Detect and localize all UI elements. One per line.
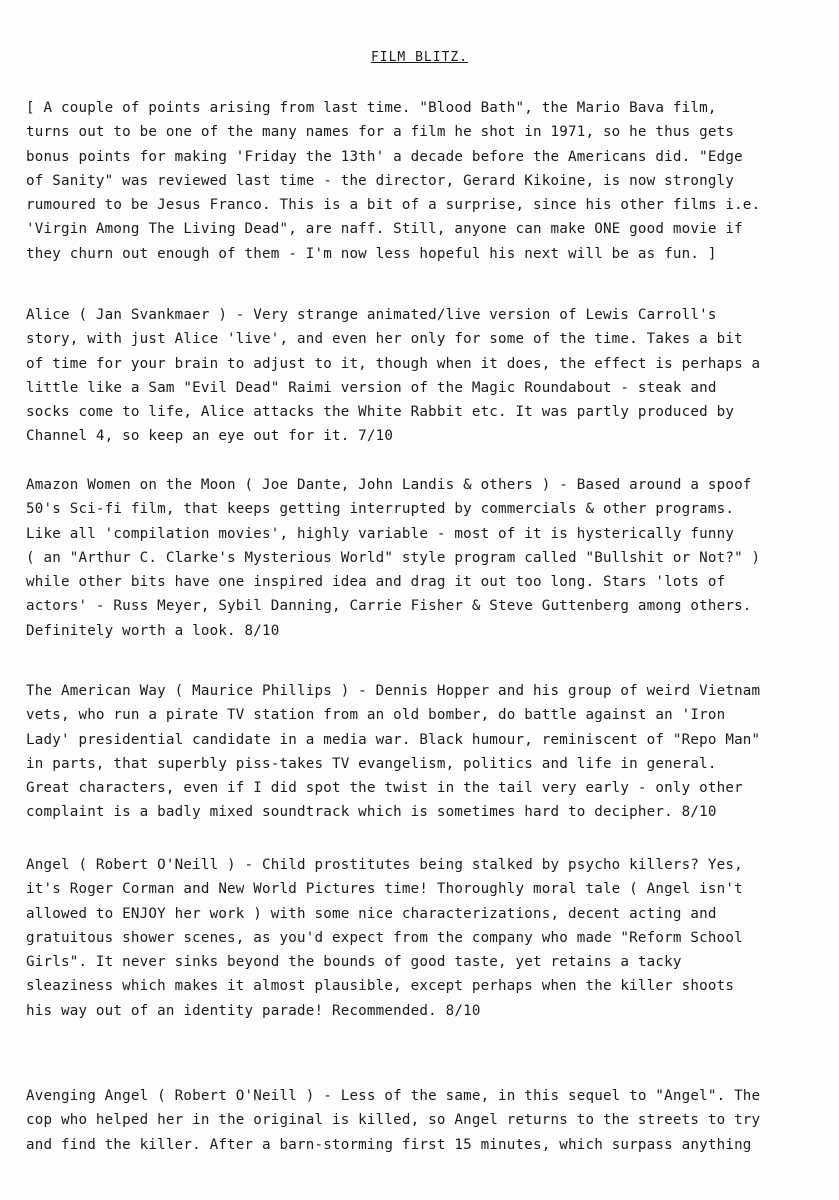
- text-line: gratuitous shower scenes, as you'd expect from the company who made "Reform School: [26, 929, 743, 946]
- text-line: 'Virgin Among The Living Dead", are naff. Still, anyone can make ONE good movie if: [26, 221, 743, 238]
- text-line: Great characters, even if I did spot the twist in the tail very early - only other: [26, 780, 743, 797]
- text-line: socks come to life, Alice attacks the White Rabbit etc. It was partly produced by: [26, 404, 735, 421]
- text-line: ( an "Arthur C. Clarke's Mysterious World" style program called "Bullshit or Not?" ): [26, 549, 761, 566]
- text-line: Angel ( Robert O'Neill ) - Child prostitutes being stalked by psycho killers? Yes,: [26, 857, 743, 873]
- text-line: bonus points for making 'Friday the 13th' a decade before the Americans did. "Edge: [26, 148, 743, 165]
- text-line: of Sanity" was reviewed last time - the director, Gerard Kikoine, is now strongly: [26, 172, 735, 189]
- text-line: it's Roger Corman and New World Pictures time! Thoroughly moral tale ( Angel isn't: [26, 881, 743, 898]
- text-line: in parts, that superbly piss-takes TV evangelism, politics and life in general.: [26, 755, 717, 772]
- page-title: [0, 50, 839, 65]
- paragraph-alice-review: [26, 303, 816, 449]
- text-line: Channel 4, so keep an eye out for it. 7/10: [26, 428, 394, 445]
- text-line: turns out to be one of the many names for a film he shot in 1971, so he thus gets: [26, 124, 735, 141]
- text-line: Lady' presidential candidate in a media war. Black humour, reminiscent of "Repo Man": [26, 731, 761, 748]
- text-line: Like all 'compilation movies', highly variable - most of it is hysterically funny: [26, 525, 735, 542]
- text-line: Amazon Women on the Moon ( Joe Dante, John Landis & others ) - Based around a spoof: [26, 477, 752, 493]
- text-line: Alice ( Jan Svankmaer ) - Very strange animated/live version of Lewis Carroll's: [26, 307, 717, 323]
- text-line: vets, who run a pirate TV station from an old bomber, do battle against an 'Iron: [26, 707, 726, 724]
- text-line: Girls". It never sinks beyond the bounds of good taste, yet retains a tacky: [26, 954, 682, 971]
- text-line: they churn out enough of them - I'm now less hopeful his next will be as fun. ]: [26, 245, 717, 262]
- text-line: of time for your brain to adjust to it, though when it does, the effect is perhaps a: [26, 355, 761, 372]
- text-line: while other bits have one inspired idea and drag it out too long. Stars 'lots of: [26, 574, 726, 591]
- paragraph-american-way-review: [26, 679, 816, 825]
- text-line: little like a Sam "Evil Dead" Raimi version of the Magic Roundabout - steak and: [26, 379, 717, 396]
- paragraph-avenging-angel-review: [26, 1084, 816, 1157]
- text-line: Avenging Angel ( Robert O'Neill ) - Less of the same, in this sequel to "Angel". The: [26, 1088, 761, 1104]
- page-title-text: FILM BLITZ.: [370, 50, 469, 65]
- paragraph-amazon-women-review: [26, 473, 816, 643]
- text-line: Definitely worth a look. 8/10: [26, 622, 280, 639]
- text-line: his way out of an identity parade! Recommended. 8/10: [26, 1002, 481, 1019]
- text-line: 50's Sci-fi film, that keeps getting interrupted by commercials & other programs.: [26, 501, 735, 518]
- text-line: rumoured to be Jesus Franco. This is a bit of a surprise, since his other films i.e.: [26, 197, 761, 214]
- paragraph-angel-review: [26, 853, 816, 1023]
- text-line: complaint is a badly mixed soundtrack which is sometimes hard to decipher. 8/10: [26, 804, 717, 821]
- text-line: cop who helped her in the original is killed, so Angel returns to the streets to try: [26, 1112, 761, 1129]
- text-line: The American Way ( Maurice Phillips ) - Dennis Hopper and his group of weird Vietnam: [26, 683, 761, 699]
- text-line: and find the killer. After a barn-storming first 15 minutes, which surpass anything: [26, 1136, 752, 1153]
- text-line: actors' - Russ Meyer, Sybil Danning, Carrie Fisher & Steve Guttenberg among others.: [26, 598, 752, 615]
- paragraph-intro: [26, 96, 816, 266]
- text-line: allowed to ENJOY her work ) with some nice characterizations, decent acting and: [26, 905, 717, 922]
- text-line: story, with just Alice 'live', and even her only for some of the time. Takes a bit: [26, 331, 743, 348]
- text-line: sleaziness which makes it almost plausible, except perhaps when the killer shoots: [26, 978, 735, 995]
- text-line: [ A couple of points arising from last time. "Blood Bath", the Mario Bava film,: [26, 100, 717, 116]
